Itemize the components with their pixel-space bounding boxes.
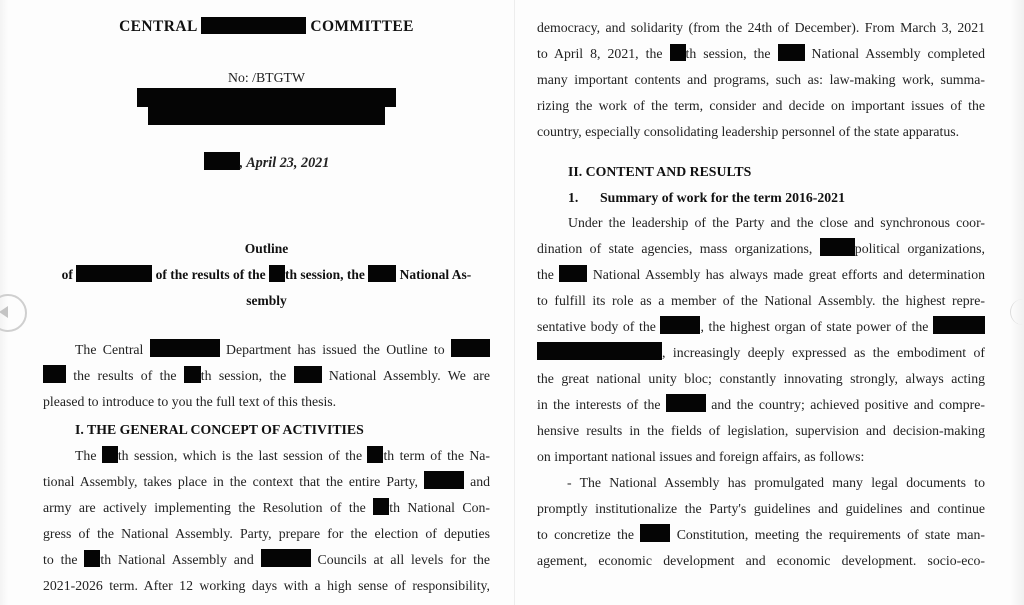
text-line: sentative body of the , the highest organ of state power of the: [537, 314, 985, 340]
text-line: Outline: [244, 241, 289, 256]
redaction-bar: [666, 394, 706, 412]
text-line: agement, economic development and economic development. socio-eco-: [537, 553, 985, 568]
text-line: 2021-2026 term. After 12 working days with a high sense of responsibility,: [43, 578, 490, 593]
redaction-bar: [204, 152, 240, 170]
text-line: promptly institutionalize the Party's guidelines and guidelines and continue: [537, 501, 985, 516]
text-line: to concretize the Constitution, meeting the requirements of state man-: [537, 522, 985, 548]
text-line: gress of the National Assembly. Party, prepare for the election of deputies: [43, 526, 490, 541]
redaction-bar: [537, 342, 662, 360]
redaction-bar: [76, 265, 152, 282]
text-line: hensive results in the fields of legislation, supervision and decision-making: [537, 423, 985, 438]
section-2-heading: II. CONTENT AND RESULTS: [568, 164, 752, 179]
text-line: in the interests of the and the country; achieved positive and compre-: [537, 392, 985, 418]
text-line: , April 23, 2021: [43, 150, 490, 176]
text-line: pleased to introduce to you the full text of this thesis.: [43, 394, 337, 409]
committee-header: [43, 14, 490, 40]
text-line: CENTRAL COMMITTEE: [119, 18, 414, 35]
text-line: The th session, which is the last session of the th term of the Na-: [75, 448, 490, 463]
text-line: country, especially consolidating leadership personnel of the state apparatus.: [537, 124, 960, 139]
text-line: army are actively implementing the Resolution of the th National Con-: [43, 500, 490, 515]
stamp-bar-2: [148, 106, 385, 125]
redaction-bar: [43, 365, 66, 383]
redaction-bar: [451, 339, 490, 357]
text-line: of of the results of the th session, the National As-: [61, 267, 472, 282]
redaction-bar: [670, 44, 686, 61]
redaction-bar: [820, 238, 855, 256]
date-line: [43, 150, 490, 176]
redaction-bar: [84, 550, 100, 567]
document-number: No: /BTGTW: [227, 70, 306, 85]
summary-paragraph: [537, 210, 985, 470]
redaction-bar: [373, 498, 389, 515]
section-1-paragraph: [43, 443, 490, 599]
redaction-bar: [640, 524, 670, 542]
redaction-bar: [559, 265, 587, 282]
section-1-heading: I. THE GENERAL CONCEPT OF ACTIVITIES: [75, 422, 364, 437]
redaction-bar: [933, 316, 985, 334]
page-seam-divider: [514, 0, 515, 605]
carousel-prev-button[interactable]: [0, 294, 27, 332]
text-line: Under the leadership of the Party and the close and synchronous coor-: [568, 215, 985, 230]
redaction-bar: [102, 446, 118, 463]
chevron-left-icon: [0, 306, 8, 318]
redaction-bar: [201, 17, 306, 34]
intro-paragraph: [43, 337, 490, 415]
text-line: dination of state agencies, mass organizations, political organizations,: [537, 236, 985, 262]
stamp-bar-1: [137, 88, 396, 107]
text-line: The Central Department has issued the Outline to: [43, 337, 490, 363]
continuation-paragraph: [537, 15, 985, 145]
redaction-bar: [778, 44, 805, 61]
text-line: to April 8, 2021, the th session, the National Assembly completed: [537, 46, 985, 61]
subsection-title: Summary of work for the term 2016-2021: [600, 190, 845, 205]
text-line: sembly: [246, 293, 287, 308]
text-line: to fulfill its role as a member of the National Assembly. the highest repre-: [537, 293, 985, 308]
redaction-bar: [367, 446, 383, 463]
redaction-bar: [184, 366, 201, 383]
text-line: the National Assembly has always made great efforts and determination: [537, 267, 985, 282]
redaction-bar: [261, 549, 311, 567]
text-line: - The National Assembly has promulgated many legal documents to: [567, 475, 985, 490]
redaction-bar: [368, 265, 396, 282]
redaction-bar: [269, 265, 285, 282]
right-page: [537, 0, 985, 605]
text-line: the great national unity bloc; constantly innovating strongly, always acting: [537, 371, 985, 386]
text-line: democracy, and solidarity (from the 24th of December). From March 3, 2021: [537, 20, 985, 35]
legal-documents-paragraph: [537, 470, 985, 574]
text-line: on important national issues and foreign affairs, as follows:: [537, 449, 865, 464]
text-line: rizing the work of the term, consider and decide on important issues of the: [537, 98, 985, 113]
subsection-1-heading: [537, 185, 985, 211]
subsection-number: 1.: [568, 190, 579, 205]
redaction-bar: [660, 316, 700, 334]
text-line: , increasingly deeply expressed as the embodiment of: [537, 340, 985, 366]
text-line: to the th National Assembly and Councils at all levels for the: [43, 547, 490, 573]
text-line: tional Assembly, takes place in the context that the entire Party, and: [43, 469, 490, 495]
redaction-bar: [150, 339, 220, 357]
redaction-bar: [294, 366, 322, 383]
text-line: many important contents and programs, such as: law-making work, summa-: [537, 72, 985, 87]
document-title: [43, 236, 490, 314]
left-page: [43, 0, 490, 605]
redaction-bar: [424, 471, 464, 489]
text-line: the results of the th session, the National Assembly. We are: [43, 363, 490, 389]
